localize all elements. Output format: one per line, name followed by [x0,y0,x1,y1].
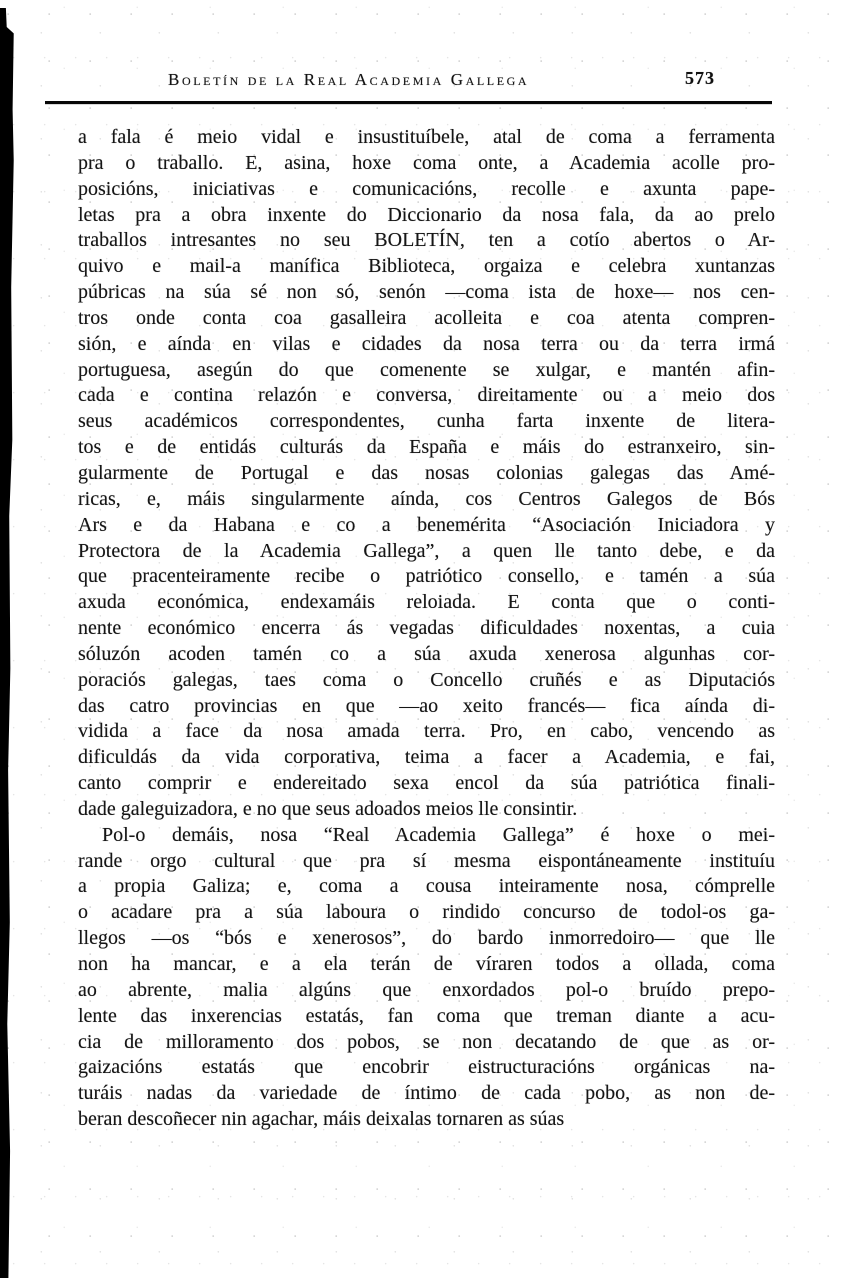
paragraph [78,125,775,823]
text-line: sóluzón acoden tamén co a súa axuda xenerosa algunhas cor- [78,642,775,665]
text-line: turáis nadas da variedade de íntimo de cada pobo, as non de- [78,1082,775,1105]
text-block [78,125,775,1133]
text-line: tros onde conta coa gasalleira acolleita e coa atenta compren- [78,306,775,329]
scan-gutter-shadow [0,8,14,1278]
text-line: a fala é meio vidal e insustituíbele, atal de coma a ferramenta [78,126,775,148]
text-line: das catro provincias en que —ao xeito francés— fica aínda di- [78,694,775,717]
text-line: vidida a face da nosa amada terra. Pro, en cabo, vencendo as [78,720,775,743]
text-line: axuda económica, endexamáis reloiada. E conta que o conti- [78,591,775,614]
text-line: traballos intresantes no seu BOLETÍN, ten a cotío abertos o Ar- [78,229,775,252]
paragraph [78,823,775,1133]
text-line: quivo e mail-a manífica Biblioteca, orgaiza e celebra xuntanzas [78,255,775,278]
text-line: ricas, e, máis singularmente aínda, cos Centros Galegos de Bós [78,487,775,510]
text-line: cada e contina relazón e conversa, direitamente ou a meio dos [78,384,775,407]
running-head [78,70,775,96]
text-line: ao abrente, malia algúns que enxordados pol-o bruído prepo- [78,978,775,1001]
text-line: dificuldás da vida corporativa, teima a facer a Academia, e fai, [78,746,775,769]
text-line: o acadare pra a súa laboura o rindido concurso de todol-os ga- [78,901,775,924]
text-line: lente das inxerencias estatás, fan coma que treman diante a acu- [78,1004,775,1027]
text-line: tos e de entidás culturás da España e máis do estranxeiro, sin- [78,436,775,459]
text-line: nente económico encerra ás vegadas dificuldades noxentas, a cuia [78,617,775,640]
text-line: Protectora de la Academia Gallega”, a quen lle tanto debe, e da [78,539,775,562]
text-line: gularmente de Portugal e das nosas colonias galegas das Amé- [78,461,775,484]
journal-title: Boletín de la Real Academia Gallega [168,70,530,89]
text-line: seus académicos correspondentes, cunha farta inxente de litera- [78,410,775,433]
text-line: non ha mancar, e a ela terán de víraren todos a ollada, coma [78,953,775,975]
text-line: cia de milloramento dos pobos, se non decatando de que as or- [78,1030,775,1053]
text-line: gaizacións estatás que encobrir eistructuracións orgánicas na- [78,1056,775,1079]
text-line: dade galeguizadora, e no que seus adoados meios lle consintir. [78,797,578,820]
text-line: sión, e aínda en vilas e cidades da nosa terra ou da terra irmá [78,332,775,355]
header-rule [45,101,772,104]
text-line: letas pra a obra inxente do Diccionario da nosa fala, da ao prelo [78,203,775,226]
text-line: canto comprir e endereitado sexa encol da súa patriótica finali- [78,772,775,795]
text-line: portuguesa, asegún do que comenente se xulgar, e mantén afin- [78,358,775,381]
text-line: poraciós galegas, taes coma o Concello cruñés e as Diputaciós [78,668,775,691]
text-line: rande orgo cultural que pra sí mesma eispontáneamente instituíu [78,849,775,872]
text-line: beran descoñecer nin agachar, máis deixalas tornaren as súas [78,1108,565,1131]
page-number: 573 [685,68,715,88]
text-line: llegos —os “bós e xenerosos”, do bardo inmorredoiro— que lle [78,927,775,950]
text-line: que pracenteiramente recibe o patriótico consello, e tamén a súa [78,565,775,588]
text-line: púbricas na súa sé non só, senón —coma ista de hoxe— nos cen- [78,281,775,304]
text-line: Pol-o demáis, nosa “Real Academia Gallega” é hoxe o mei- [102,823,775,846]
text-line: Ars e da Habana e co a benemérita “Asociación Iniciadora y [78,513,775,536]
text-line: posicións, iniciativas e comunicacións, recolle e axunta pape- [78,177,775,200]
text-line: pra o traballo. E, asina, hoxe coma onte, a Academia acolle pro- [78,151,775,174]
text-line: a propia Galiza; e, coma a cousa inteiramente nosa, cómprelle [78,875,775,898]
